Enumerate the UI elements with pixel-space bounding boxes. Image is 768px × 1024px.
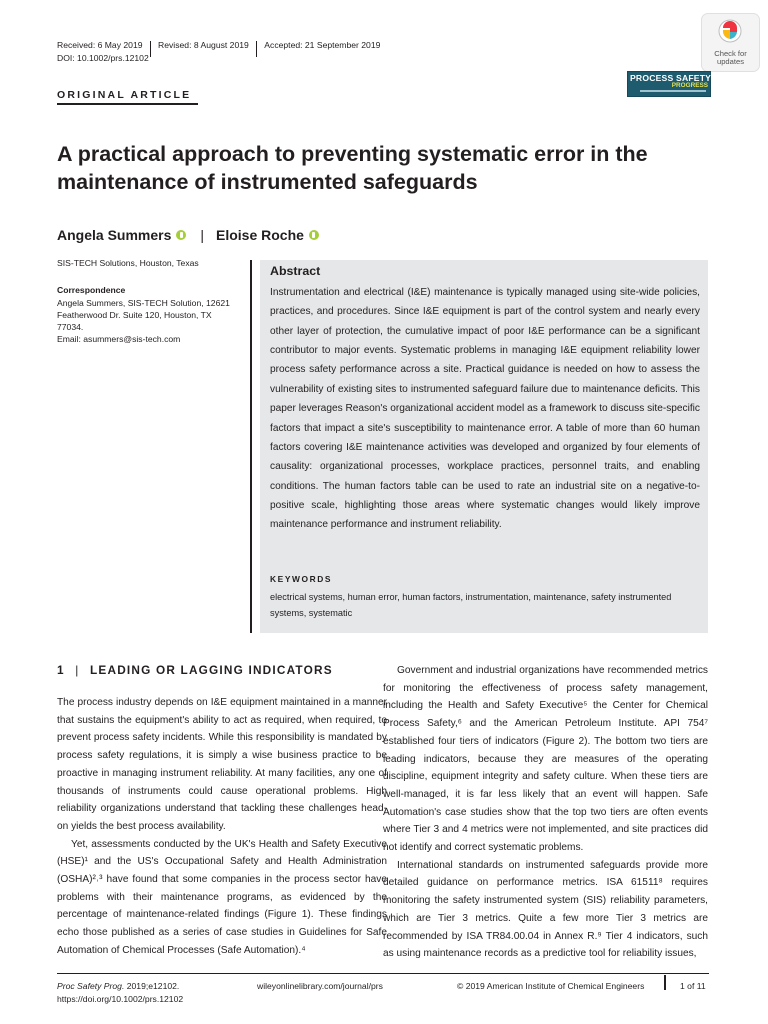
correspondence-email[interactable]: Email: asummers@sis-tech.com xyxy=(57,334,181,344)
article-type-underline xyxy=(57,103,198,105)
footer-volume: 2019;e12102. xyxy=(124,981,180,991)
author-name[interactable]: Angela Summers xyxy=(57,227,172,243)
journal-logo-stripe xyxy=(640,90,706,92)
orcid-icon[interactable] xyxy=(176,230,186,240)
journal-logo-title: PROCESS SAFETY xyxy=(630,73,712,83)
crossmark-icon xyxy=(718,19,742,43)
section-separator: | xyxy=(75,663,80,677)
footer-doi-link[interactable]: https://doi.org/10.1002/prs.12102 xyxy=(57,994,184,1004)
revised-date: Revised: 8 August 2019 xyxy=(158,40,249,50)
footer-divider xyxy=(664,975,666,990)
abstract-rule xyxy=(250,260,252,633)
body-left-column xyxy=(57,694,387,960)
check-for-updates-badge[interactable] xyxy=(701,13,760,72)
body-right-column xyxy=(383,662,708,963)
author-list xyxy=(57,227,319,243)
abstract-text: Instrumentation and electrical (I&E) maintenance is typically managed using site-wide policies, practices, and procedures. Since I&E equipment is part of the control system and nearly every other layer of protection, the cumulative impact of poor I&E performance can be a significant contributor to major events. Systematic problems in managing I&E equipment reliability lower process safety performance across a site. Practical guidance is needed on how to assess the vulnerability of existing sites to instrumented safeguard failure due to maintenance deficits. This paper leverages Reason's organizational accident model as a framework to discuss site-specific factors that impact a site's susceptibility to maintenance error. A table of more than 60 human factors covering I&E maintenance activities was developed and organized by four elements of causality: organizational processes, workplace practices, personnel traits, and enabling conditions. The human factors table can be used to rate an industrial site on a negative-to-positive scale, highlighting those areas where systematic changes would likely improve maintenance performance and instrument reliability. xyxy=(270,287,700,531)
crossmark-label-2: updates xyxy=(716,57,745,66)
keywords-list: electrical systems, human error, human factors, instrumentation, maintenance, safety instrumented systems, systematic xyxy=(270,592,672,618)
correspondence-line: Featherwood Dr. Suite 120, Houston, TX xyxy=(57,310,212,320)
footer-journal-abbrev: Proc Safety Prog. xyxy=(57,981,125,991)
received-date: Received: 6 May 2019 xyxy=(57,40,143,50)
crossmark-label-1: Check for xyxy=(714,49,747,58)
correspondence-line: Angela Summers, SIS-TECH Solution, 12621 xyxy=(57,298,230,308)
section-title: LEADING OR LAGGING INDICATORS xyxy=(90,663,333,677)
correspondence-heading: Correspondence xyxy=(57,285,126,295)
article-doi[interactable]: DOI: 10.1002/prs.12102 xyxy=(57,53,149,63)
journal-logo xyxy=(627,71,711,97)
section-heading xyxy=(57,663,333,677)
accepted-date: Accepted: 21 September 2019 xyxy=(264,40,381,50)
page-number: 1 of 11 xyxy=(680,981,706,991)
correspondence-line: 77034. xyxy=(57,322,84,332)
history-divider xyxy=(150,41,152,57)
footer-rule xyxy=(57,973,709,974)
section-number: 1 xyxy=(57,663,65,677)
correspondence-block xyxy=(57,297,237,345)
article-history xyxy=(57,37,380,53)
body-paragraph: The process industry depends on I&E equipment maintained in a manner that sustains the equipment's ability to act as required, when required, to prevent process safety incidents. While this responsibility is mandated by process safety regulations, it is simply a wise business practice to be proactive in managing instrument reliability. At many facilities, any one of thousands of instruments could cause operational problems. High reliability organizations understand that tackling these challenges head-on yields the best process availability. xyxy=(57,697,387,832)
orcid-icon[interactable] xyxy=(309,230,319,240)
author-separator: | xyxy=(200,227,205,243)
abstract-heading: Abstract xyxy=(270,264,321,278)
footer-citation xyxy=(57,981,179,991)
article-title: A practical approach to preventing systematic error in the maintenance of instrumented safeguards xyxy=(57,142,648,194)
history-divider xyxy=(256,41,258,57)
article-type: ORIGINAL ARTICLE xyxy=(57,89,192,101)
author-name[interactable]: Eloise Roche xyxy=(216,227,304,243)
keywords-heading: KEYWORDS xyxy=(270,574,333,584)
journal-logo-subtitle: PROGRESS xyxy=(671,82,708,89)
body-paragraph: International standards on instrumented safeguards provide more detailed guidance on performance metrics. ISA 61511⁸ requires monitoring the safety instrumented system (SIS) reliability parameters, which are Tier 3 metrics. Quite a few more Tier 3 metrics are recommended by ISA TR84.00.04 in Annex R.⁹ Tier 4 indicators, such as using maintenance records as a predictive tool for reliability issues, xyxy=(383,859,708,960)
footer-copyright: © 2019 American Institute of Chemical Engineers xyxy=(457,981,645,991)
footer-journal-url[interactable]: wileyonlinelibrary.com/journal/prs xyxy=(257,981,383,991)
body-paragraph: Yet, assessments conducted by the UK's Health and Safety Executive (HSE)¹ and the US's Occupational Safety and Health Administration (OSHA)²˒³ have found that some companies in the process sector have problems with their maintenance programs, as evidenced by the percentage of maintenance-related findings (Figure 1). These findings echo those published as a series of case studies in Guidelines for Safe Automation of Chemical Processes (Safe Automation).⁴ xyxy=(57,838,387,956)
body-paragraph: Government and industrial organizations have recommended metrics for monitoring the effectiveness of process safety management, including the Health and Safety Executive⁵ the Center for Chemical Process Safety,⁶ and the American Petroleum Institute. API 754⁷ established four tiers of indicators (Figure 2). The bottom two tiers are leading indicators, because they are measures of the operating discipline, equipment integrity and safety culture. When these tiers are well-managed, it is far less likely that an event will happen. Safe Automation's case studies show that the top two tiers are often events where Tier 3 and 4 metrics were not implemented, and site practices did not identify and correct systematic problems. xyxy=(383,665,708,854)
affiliation: SIS-TECH Solutions, Houston, Texas xyxy=(57,258,199,268)
